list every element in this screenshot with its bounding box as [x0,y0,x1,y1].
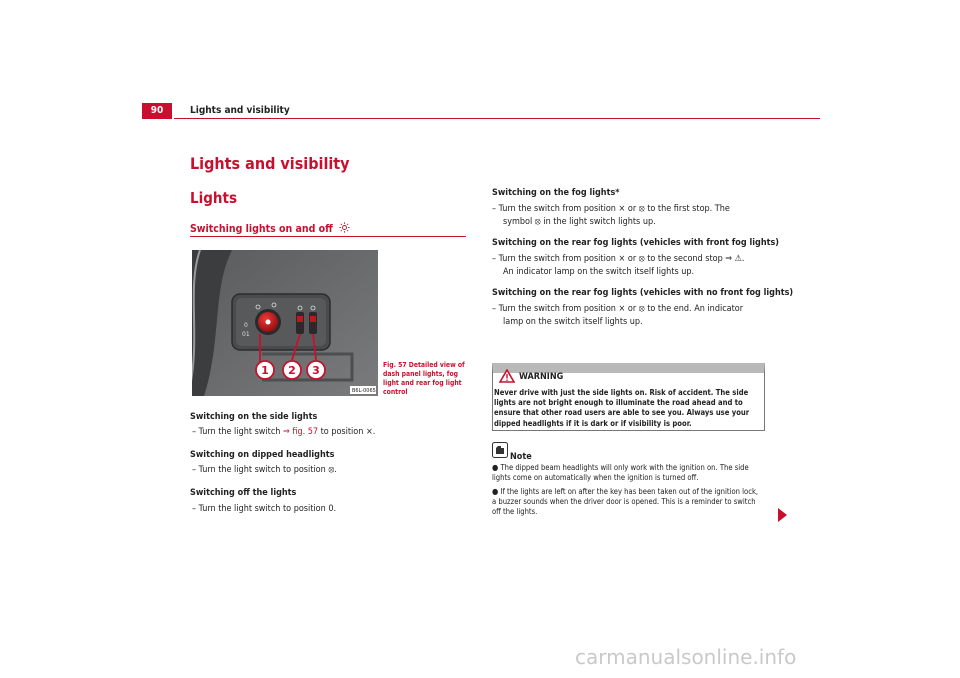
warning-text: Never drive with just the side lights on. Risk of accident. The side lights are not bright enough to illuminate the road ahead and to ensure that other road users are able to see you. Always use your dipped headlights if it is dark or if visibility is poor. [494,388,750,428]
rear-fog-no-front-step-line1: – Turn the switch from position ⨯ or ⦻ to the end. An indicator [492,304,744,314]
section-subtitle: Lights [190,189,237,207]
rear-fog-step-line2: An indicator lamp on the switch itself lights up. [503,267,695,277]
note-bullet-2 [492,487,764,518]
topic-rule [190,236,466,237]
note-bullet-2-text: If the lights are left on after the key has been taken out of the ignition lock, a buzzer sounds when the driver door is opened. This is a reminder to switch off the lights. [492,487,759,517]
switch-label-zero-one: 01 [242,331,250,338]
dipped-headlights-heading: Switching on dipped headlights [190,450,335,460]
lights-off-heading: Switching off the lights [190,488,297,498]
running-title: Lights and visibility [190,105,290,116]
header-rule [174,118,820,119]
section-title: Lights and visibility [190,154,350,173]
callout-2: 2 [288,364,296,377]
rear-fog-step-line1: – Turn the switch from position ⨯ or ⦻ to the second stop ⇒ ⚠. [492,254,745,264]
topic-heading [190,222,350,235]
switch-label-zero: 0 [244,322,248,329]
fog-lights-step-line2: symbol ⦻ in the light switch lights up. [503,217,656,227]
fog-lights-heading: Switching on the fog lights* [492,188,620,198]
callout-3: 3 [312,364,320,377]
fog-lights-step-line1: – Turn the switch from position ⨯ or ⦻ to the first stop. The [492,204,730,214]
bullet-dot: ● [492,463,499,472]
bullet-dot: ● [492,487,499,496]
figure-caption: Fig. 57 Detailed view of dash panel lights, fog light and rear fog light control [383,361,465,396]
continue-arrow-icon[interactable] [778,508,787,522]
note-bullet-1-text: The dipped beam headlights will only work with the ignition on. The side lights come on automatically when the ignition is turned off. [492,463,749,483]
side-lights-heading: Switching on the side lights [190,412,318,422]
rear-fog-heading: Switching on the rear fog lights (vehicles with front fog lights) [492,238,779,248]
warning-triangle-icon [499,369,515,383]
callout-1: 1 [261,364,269,377]
note-bullet-1 [492,463,764,483]
side-lights-step-text: – Turn the light switch [192,427,283,437]
note-icon [492,442,508,458]
side-lights-step-text-end: to position ⨯. [318,427,376,437]
side-lights-step [192,426,375,439]
sun-icon [339,222,350,233]
watermark: carmanualsonline.info [575,645,797,669]
light-switch-photo [192,250,378,396]
note-title: Note [510,452,532,462]
fig-57-link[interactable]: ⇒ fig. 57 [283,427,319,437]
dipped-headlights-step: – Turn the light switch to position ⦻. [192,465,337,475]
warning-title: WARNING [519,372,564,382]
light-switch-illustration [192,250,378,396]
rear-fog-no-front-heading: Switching on the rear fog lights (vehicles with no front fog lights) [492,288,794,298]
rear-fog-no-front-step-line2: lamp on the switch itself lights up. [503,317,643,327]
lights-off-step: – Turn the light switch to position 0. [192,504,337,514]
figure-code: B6L-0065 [352,388,376,394]
topic-heading-text: Switching lights on and off [190,223,333,235]
page-number: 90 [142,103,172,119]
